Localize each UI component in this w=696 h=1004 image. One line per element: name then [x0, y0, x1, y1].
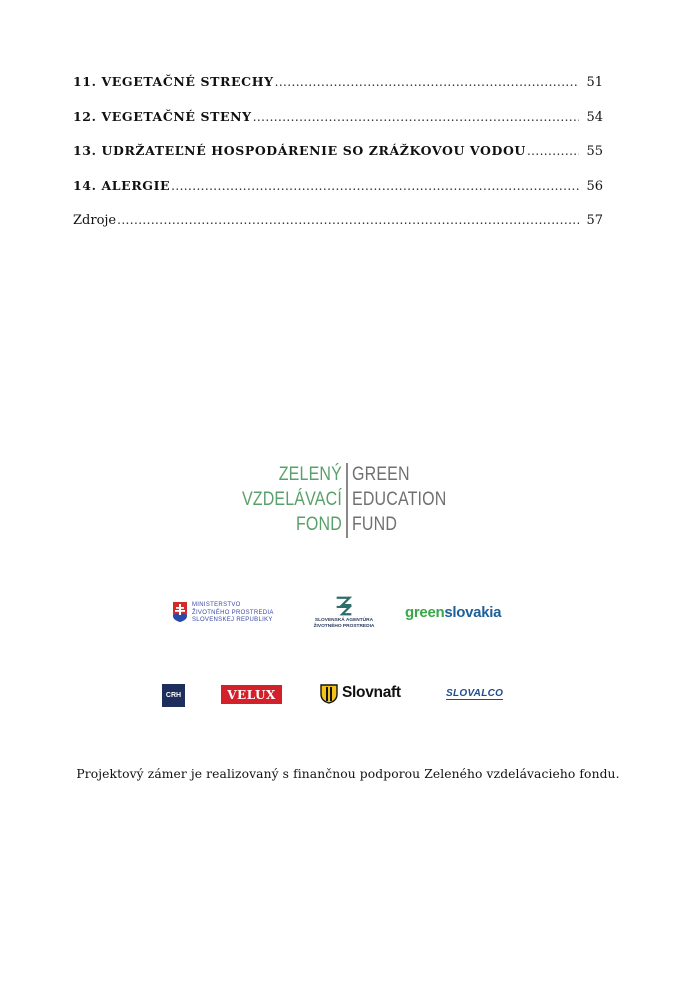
sazp-logo-text	[312, 618, 376, 629]
toc-entry-page: 56	[586, 178, 603, 194]
gef-logo-english-text	[352, 462, 446, 537]
toc-entry[interactable]	[73, 176, 603, 211]
ministry-logo	[172, 601, 282, 631]
greenslovakia-logo-green-part: green	[405, 604, 445, 621]
gef-logo-line: FOND	[296, 513, 342, 535]
sazp-logo-line: SLOVENSKÁ AGENTÚRA	[314, 618, 374, 623]
greenslovakia-logo	[405, 604, 501, 621]
toc-entry-page: 55	[586, 144, 603, 159]
gef-logo-line: FUND	[352, 513, 398, 535]
sazp-emblem-icon	[333, 594, 355, 618]
toc-leader-dots	[171, 176, 579, 196]
gef-logo-line: EDUCATION	[352, 488, 447, 510]
gef-logo-slovak-text	[242, 462, 342, 537]
sazp-logo-line: ŽIVOTNÉHO PROSTREDIA	[313, 623, 375, 629]
toc-entry-page: 51	[586, 75, 603, 90]
ministry-logo-line: ŽIVOTNÉHO PROSTREDIA	[192, 609, 274, 616]
toc-leader-dots	[253, 107, 579, 127]
gef-logo-divider	[346, 463, 348, 538]
sazp-logo	[312, 594, 376, 634]
velux-logo	[221, 685, 282, 704]
toc-leader-dots	[117, 210, 579, 230]
velux-logo-text: VELUX	[227, 687, 276, 702]
toc-leader-dots	[275, 72, 579, 92]
slovnaft-logo	[320, 683, 416, 705]
funding-note: Projektový zámer je realizovaný s finančnou podporou Zeleného vzdelávacieho fondu.	[76, 767, 620, 781]
toc-entry-label: Zdroje	[73, 213, 117, 228]
slovalco-logo-text: SLOVALCO	[446, 688, 504, 699]
ministry-logo-line: SLOVENSKEJ REPUBLIKY	[192, 617, 273, 623]
toc-entry-page: 57	[586, 213, 603, 228]
toc-entry-page: 54	[586, 109, 603, 125]
slovak-coat-of-arms-icon	[172, 601, 188, 623]
slovnaft-logo-text: Slovnaft	[342, 684, 401, 701]
ministry-logo-line: MINISTERSTVO	[192, 602, 241, 608]
toc-entry-label: 11. VEGETAČNÉ STRECHY	[73, 74, 274, 89]
crh-logo-text: CRH	[165, 692, 182, 699]
toc-entry[interactable]	[73, 141, 603, 176]
gef-logo-line: ZELENÝ	[278, 463, 342, 485]
toc-entry-label: 14. ALERGIE	[73, 177, 171, 193]
toc-leader-dots	[527, 141, 579, 161]
toc-entry-label: 13. UDRŽATEĽNÉ HOSPODÁRENIE SO ZRÁŽKOVOU VODOU	[73, 143, 526, 158]
toc-entry[interactable]	[73, 107, 603, 142]
ministry-logo-text	[192, 602, 274, 625]
toc-entry[interactable]	[73, 210, 603, 245]
greenslovakia-logo-blue-part: slovakia	[444, 604, 502, 621]
gef-logo-line: GREEN	[352, 463, 410, 485]
crh-logo	[162, 684, 185, 707]
gef-logo-line: VZDELÁVACÍ	[242, 488, 342, 510]
green-education-fund-logo	[230, 462, 470, 540]
table-of-contents	[73, 72, 603, 245]
slovnaft-shield-icon	[320, 684, 338, 704]
slovalco-logo	[446, 688, 503, 700]
toc-entry[interactable]	[73, 72, 603, 107]
toc-entry-label: 12. VEGETAČNÉ STENY	[73, 108, 252, 124]
